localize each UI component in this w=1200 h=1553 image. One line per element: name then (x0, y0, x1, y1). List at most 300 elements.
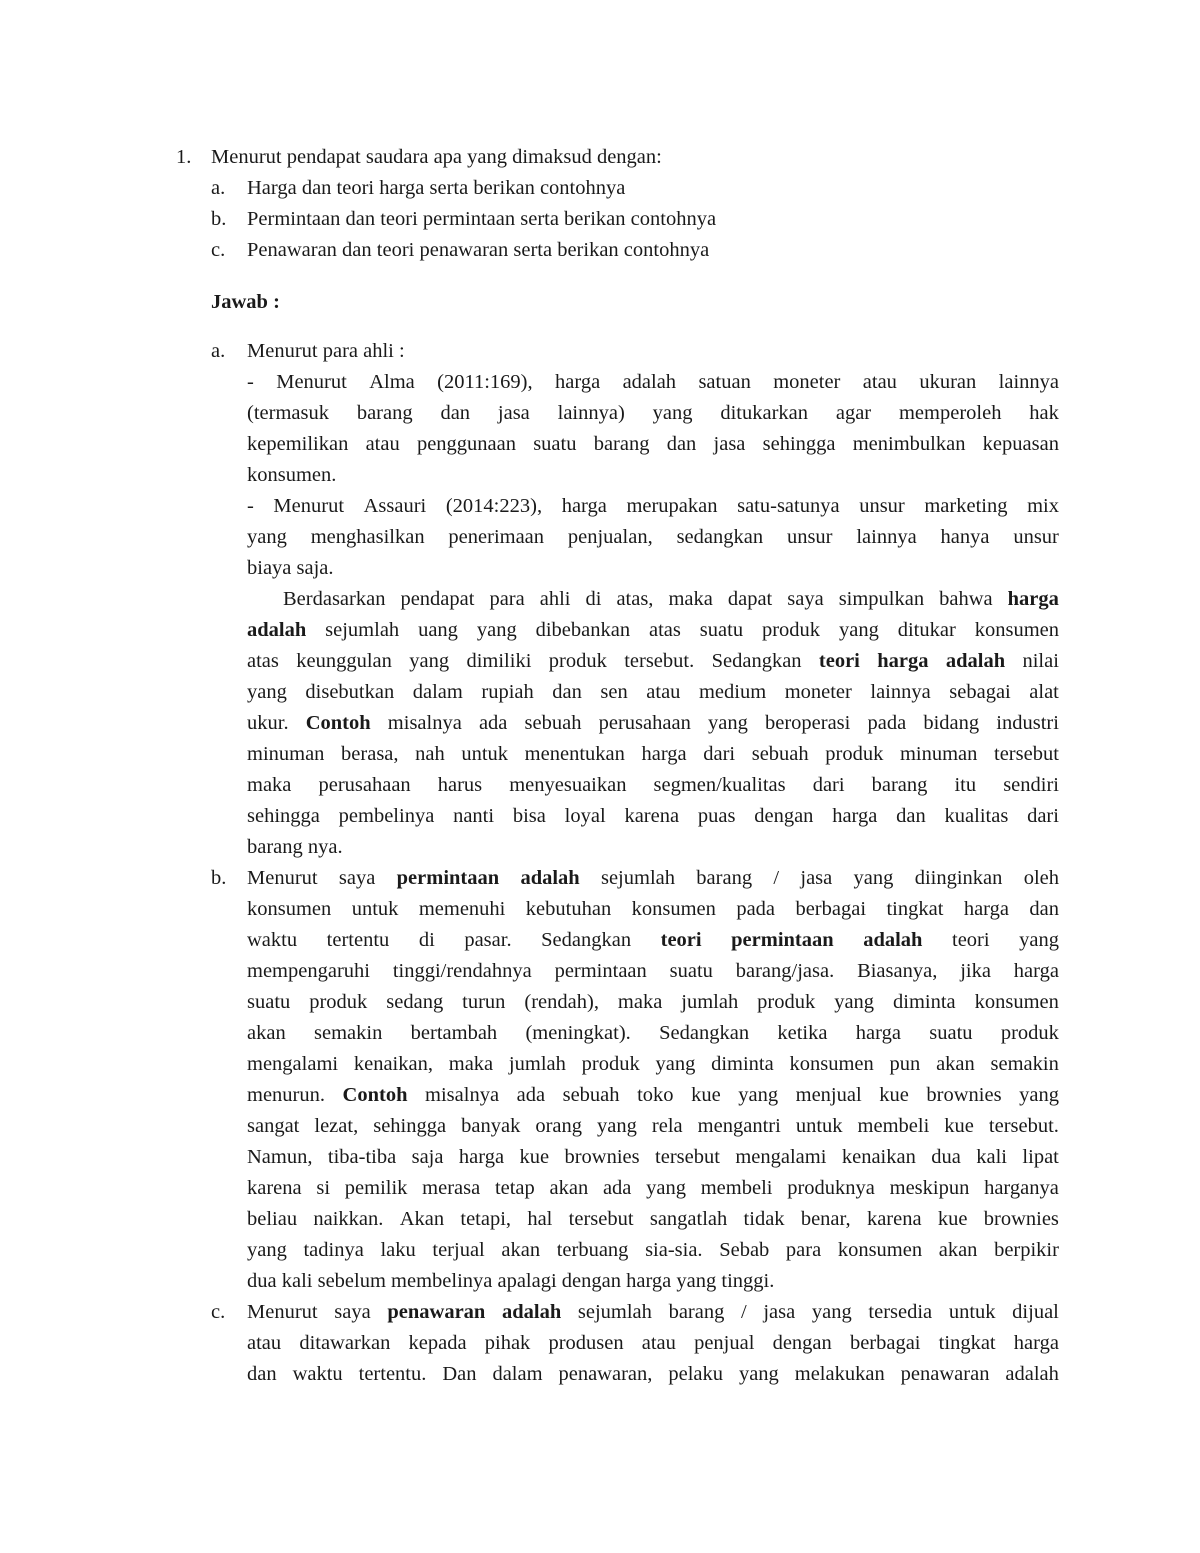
bold-word: permintaan (396, 867, 500, 889)
text-word: penggunaan (416, 433, 516, 455)
conclusion-line-2 (247, 615, 1059, 645)
text-word: pada (736, 898, 776, 920)
conclusion-line-3 (247, 646, 1059, 676)
text-word: barang (593, 433, 650, 455)
text-word: kenaikan (841, 1146, 916, 1168)
text-word: merupakan (626, 495, 718, 517)
text-word: suatu (669, 960, 713, 982)
conclusion-line-8 (247, 801, 1059, 831)
text-word: untuk (948, 1301, 996, 1323)
text-word: dari (703, 743, 736, 765)
bold-word: adalah (945, 650, 1006, 672)
text-word: dari (812, 774, 845, 796)
text-word: Menurut (247, 1301, 318, 1323)
text-word: kepuasan (982, 433, 1059, 455)
text-word: yang (247, 681, 287, 703)
text-word: tersebut. (988, 1115, 1059, 1137)
text-word: unsur (1013, 526, 1059, 548)
text-word: yang (707, 712, 748, 734)
text-word: hanya (940, 526, 990, 548)
answer-b-line-2 (247, 894, 1059, 924)
bold-word: permintaan (731, 929, 834, 951)
text-word: loyal (564, 805, 606, 827)
answer-b-line-12-words (247, 1204, 1059, 1234)
text-word: yang (738, 1363, 779, 1385)
text-word: produk (548, 650, 607, 672)
text-word: teori (952, 929, 990, 951)
text-word: (meningkat). (525, 1022, 631, 1044)
text-word: kue (879, 1084, 909, 1106)
text-word: - (247, 371, 254, 393)
text-word: barang (696, 867, 753, 889)
answer-c-line-2-words (247, 1328, 1059, 1358)
text-word: (2011:169), (437, 371, 533, 393)
text-word: produsen (548, 1332, 624, 1354)
answer-b-line-5-words (247, 987, 1059, 1017)
text-word: yang (652, 402, 693, 424)
answer-c-line-3-words (247, 1359, 1059, 1389)
question-item-c-text: Penawaran dan teori penawaran serta berikan contohnya (247, 239, 710, 261)
text-word: konsumen (789, 1053, 874, 1075)
text-word: jika (960, 960, 991, 982)
answer-a-label: a. (211, 340, 226, 362)
answer-b-line-10-words (247, 1142, 1059, 1172)
text-word: kepada (408, 1332, 467, 1354)
alma-line-4: konsumen. (247, 464, 337, 486)
text-word: kue (691, 1084, 721, 1106)
text-word: penerimaan (448, 526, 545, 548)
text-word: sendiri (1003, 774, 1059, 796)
text-word: mengalami (735, 1146, 827, 1168)
text-word: Alma (369, 371, 415, 393)
text-word: yang (1019, 929, 1059, 951)
text-word: akan (247, 1022, 286, 1044)
text-word: pemilik (344, 1177, 408, 1199)
text-word: tiba-tiba (327, 1146, 397, 1168)
alma-line-3-words (247, 429, 1059, 459)
text-word: sia-sia. (645, 1239, 703, 1261)
question-item-c-label: c. (211, 239, 226, 261)
alma-line-2 (247, 398, 1059, 428)
bold-word: adalah (247, 619, 307, 641)
text-word: konsumen (974, 991, 1059, 1013)
text-word: Akan (399, 1208, 445, 1230)
text-word: suatu (699, 619, 744, 641)
text-word: membeli (700, 1177, 773, 1199)
text-word: di (418, 929, 435, 951)
text-word: yang (409, 650, 450, 672)
text-word: yang (655, 1053, 696, 1075)
bold-word: teori (818, 650, 860, 672)
answer-b-line-3-words (247, 925, 1059, 955)
text-word: moneter (784, 681, 852, 703)
bold-word: Contoh (305, 712, 371, 734)
text-word: dan (247, 1363, 277, 1385)
text-word: karena (247, 1177, 302, 1199)
text-word: harga (963, 898, 1009, 920)
text-word: minuman (247, 743, 325, 765)
answer-b-line-1 (247, 863, 1059, 893)
assauri-line-2-words (247, 522, 1059, 552)
text-word: maka (448, 1053, 494, 1075)
text-word: rupiah (481, 681, 534, 703)
text-word: Namun, (247, 1146, 313, 1168)
text-word: segmen/kualitas (653, 774, 786, 796)
text-word: semakin (990, 1053, 1059, 1075)
conclusion-line-1 (283, 584, 1059, 614)
alma-line-2-words (247, 398, 1059, 428)
text-word: yang (738, 1084, 779, 1106)
text-word: yang (247, 1239, 287, 1261)
text-word: ditukarkan (720, 402, 809, 424)
text-word: kali (976, 1146, 1008, 1168)
text-word: keunggulan (296, 650, 392, 672)
text-word: sedang (386, 991, 444, 1013)
text-word: tetap (494, 1177, 535, 1199)
text-word: disebutkan (305, 681, 395, 703)
text-word: berasa, (341, 743, 399, 765)
conclusion-line-6-words (247, 739, 1059, 769)
assauri-line-1 (247, 491, 1059, 521)
question-text: Menurut pendapat saudara apa yang dimaksud dengan: (211, 146, 662, 168)
text-word: sebuah (751, 743, 809, 765)
text-word: atau (646, 681, 681, 703)
answer-b-line-9 (247, 1111, 1059, 1141)
text-word: atau (365, 433, 400, 455)
text-word: tertentu. (358, 1363, 427, 1385)
text-word: kenaikan, (353, 1053, 433, 1075)
text-word: konsumen (247, 898, 332, 920)
text-word: produk (825, 743, 884, 765)
text-word: - (247, 495, 254, 517)
answer-b-line-9-words (247, 1111, 1059, 1141)
text-word: lipat (1022, 1146, 1059, 1168)
text-word: sejumlah (325, 619, 400, 641)
text-word: ukuran (919, 371, 977, 393)
text-word: tetapi, (460, 1208, 512, 1230)
text-word: yang (838, 619, 879, 641)
text-word: tersebut. (624, 650, 695, 672)
text-word: jasa (763, 1301, 796, 1323)
conclusion-line-7-words (247, 770, 1059, 800)
text-word: atau (247, 1332, 282, 1354)
conclusion-line-8-words (247, 801, 1059, 831)
answer-c-line-3 (247, 1359, 1059, 1389)
question-item-a-text: Harga dan teori harga serta berikan contohnya (247, 177, 626, 199)
text-word: (rendah), (524, 991, 599, 1013)
conclusion-line-6 (247, 739, 1059, 769)
text-word: terjual (432, 1239, 485, 1261)
text-word: banyak (461, 1115, 521, 1137)
text-word: di (585, 588, 602, 610)
text-word: karena (866, 1208, 922, 1230)
text-word: (2014:223), (445, 495, 543, 517)
text-word: atas (247, 650, 279, 672)
text-word: sehingga (373, 1115, 447, 1137)
text-word: atas (649, 619, 681, 641)
text-word: (termasuk (247, 402, 329, 424)
text-word: barang (668, 1301, 725, 1323)
text-word: nanti (453, 805, 495, 827)
answer-b-line-8-words (247, 1080, 1059, 1110)
text-word: sangatlah (649, 1208, 728, 1230)
text-word: satuan (698, 371, 751, 393)
text-word: menjual (795, 1084, 862, 1106)
answer-b-line-7-words (247, 1049, 1059, 1079)
text-word: dapat (727, 588, 773, 610)
bold-word: harga (1007, 588, 1059, 610)
text-word: lainnya (998, 371, 1059, 393)
text-word: yang (834, 991, 875, 1013)
conclusion-line-2-words (247, 615, 1059, 645)
text-word: dengan (754, 805, 814, 827)
bold-word: teori (660, 929, 702, 951)
text-word: perusahaan (598, 712, 691, 734)
text-word: konsumen (631, 898, 716, 920)
text-word: brownies (926, 1084, 1002, 1106)
text-word: harganya (984, 1177, 1059, 1199)
text-word: minuman (899, 743, 978, 765)
text-word: akan (501, 1239, 541, 1261)
text-word: yang (597, 1115, 637, 1137)
text-word: yang (476, 619, 517, 641)
text-word: harga (1013, 1332, 1059, 1354)
text-word: satu-satunya (737, 495, 840, 517)
text-word: sejumlah (600, 867, 675, 889)
text-word: Menurut (247, 867, 318, 889)
text-word: dan (896, 805, 926, 827)
text-word: waktu (292, 1363, 343, 1385)
text-word: produk (309, 991, 368, 1013)
text-word: oleh (1023, 867, 1059, 889)
text-word: laku (380, 1239, 416, 1261)
text-word: dari (1027, 805, 1059, 827)
text-word: ukur. (247, 712, 289, 734)
answer-c-line-2 (247, 1328, 1059, 1358)
text-word: pembelinya (338, 805, 435, 827)
text-word: produk (761, 619, 821, 641)
text-word: tingkat (938, 1332, 996, 1354)
text-word: agar (835, 402, 872, 424)
text-word: itu (954, 774, 977, 796)
text-word: orang (535, 1115, 583, 1137)
answer-b-line-7 (247, 1049, 1059, 1079)
answer-b-line-10 (247, 1142, 1059, 1172)
text-word: dalam (412, 681, 463, 703)
text-word: terbuang (556, 1239, 629, 1261)
answer-c-label: c. (211, 1301, 226, 1323)
text-word: memenuhi (418, 898, 506, 920)
conclusion-line-4 (247, 677, 1059, 707)
text-word: tingkat (886, 898, 944, 920)
text-word: barang (871, 774, 928, 796)
text-word: meskipun (889, 1177, 970, 1199)
text-word: pun (889, 1053, 921, 1075)
text-word: harga (458, 1146, 505, 1168)
text-word: sebuah (524, 712, 582, 734)
answer-b-line-14: dua kali sebelum membelinya apalagi dengan harga yang tinggi. (247, 1270, 775, 1292)
assauri-line-1-words (247, 491, 1059, 521)
text-word: ada (516, 1084, 546, 1106)
question-item-b-label: b. (211, 208, 227, 230)
text-word: diinginkan (914, 867, 1003, 889)
text-word: maka (247, 774, 292, 796)
text-word: si (316, 1177, 331, 1199)
text-word: dan (552, 681, 582, 703)
answer-b-line-12 (247, 1204, 1059, 1234)
text-word: mix (1027, 495, 1059, 517)
text-word: jasa (713, 433, 746, 455)
text-word: yang (646, 1177, 686, 1199)
text-word: barang/jasa. (735, 960, 835, 982)
answer-b-line-3 (247, 925, 1059, 955)
text-word: Dan (442, 1363, 477, 1385)
text-word: tertentu (326, 929, 390, 951)
text-word: permintaan (554, 960, 647, 982)
text-word: sen (600, 681, 628, 703)
text-word: sehingga (762, 433, 836, 455)
text-word: dan (666, 433, 697, 455)
text-word: perusahaan (318, 774, 411, 796)
text-word: hak (1029, 402, 1059, 424)
text-word: untuk (351, 898, 399, 920)
bold-word: penawaran (387, 1301, 486, 1323)
text-word: kualitas (944, 805, 1009, 827)
text-word: produk (757, 991, 816, 1013)
text-word: ada (478, 712, 508, 734)
text-word: beliau (247, 1208, 298, 1230)
conclusion-line-5-words (247, 708, 1059, 738)
assauri-line-3: biaya saja. (247, 557, 334, 579)
text-word: sehingga (247, 805, 320, 827)
answer-b-line-4-words (247, 956, 1059, 986)
text-word: unsur (859, 495, 905, 517)
answer-b-line-4 (247, 956, 1059, 986)
text-word: produk (1000, 1022, 1059, 1044)
text-word: lainnya (870, 681, 931, 703)
answer-b-label: b. (211, 867, 227, 889)
text-word: mengantri (697, 1115, 781, 1137)
bold-word: Contoh (342, 1084, 408, 1106)
text-word: menyesuaikan (509, 774, 627, 796)
text-word: produknya (787, 1177, 875, 1199)
answer-b-line-2-words (247, 894, 1059, 924)
text-word: simpulkan (838, 588, 925, 610)
text-word: akan (936, 1053, 975, 1075)
answer-b-line-11 (247, 1173, 1059, 1203)
text-word: suatu (929, 1022, 973, 1044)
text-word: barang (356, 402, 413, 424)
text-word: nilai (1022, 650, 1059, 672)
text-word: pendapat (400, 588, 475, 610)
text-word: konsumen (974, 619, 1059, 641)
text-word: brownies (564, 1146, 640, 1168)
question-number: 1. (176, 146, 192, 168)
text-word: mempengaruhi (247, 960, 370, 982)
text-word: dan (1029, 898, 1059, 920)
text-word: kue (944, 1115, 974, 1137)
text-word: semakin (314, 1022, 383, 1044)
text-word: sebuah (562, 1084, 620, 1106)
text-word: dibebankan (535, 619, 631, 641)
conclusion-line-4-words (247, 677, 1059, 707)
text-word: tersebut (568, 1208, 634, 1230)
answer-b-line-13-words (247, 1235, 1059, 1265)
text-word: suatu (533, 433, 577, 455)
text-word: brownies (983, 1208, 1059, 1230)
text-word: puas (697, 805, 736, 827)
text-word: bertambah (410, 1022, 498, 1044)
text-word: sebagai (949, 681, 1011, 703)
text-word: dimiliki (466, 650, 532, 672)
text-word: saya (338, 867, 376, 889)
text-word: misalnya (387, 712, 462, 734)
text-word: harga (1013, 960, 1059, 982)
text-word: jumlah (681, 991, 739, 1013)
text-word: mengalami (247, 1053, 339, 1075)
text-word: adalah (622, 371, 677, 393)
text-word: yang (853, 867, 894, 889)
text-word: penawaran (900, 1363, 990, 1385)
text-word: kue (937, 1208, 968, 1230)
text-word: pada (867, 712, 907, 734)
text-word: yang (811, 1301, 852, 1323)
text-word: lainnya) (557, 402, 625, 424)
text-word: alat (1029, 681, 1059, 703)
text-word: konsumen (837, 1239, 923, 1261)
text-word: dijual (1012, 1301, 1059, 1323)
text-word: bisa (512, 805, 546, 827)
text-word: rela (651, 1115, 683, 1137)
text-word: menurun. (247, 1084, 325, 1106)
text-word: dengan (772, 1332, 832, 1354)
text-word: penawaran, (558, 1363, 653, 1385)
answer-b-line-11-words (247, 1173, 1059, 1203)
text-word: merasa (422, 1177, 481, 1199)
text-word: jumlah (508, 1053, 566, 1075)
text-word: penjual (694, 1332, 755, 1354)
conclusion-line-1-words (283, 584, 1059, 614)
text-word: maka (617, 991, 663, 1013)
text-word: kebutuhan (525, 898, 612, 920)
text-word: pasar. (464, 929, 512, 951)
text-word: pihak (484, 1332, 531, 1354)
text-word: moneter (773, 371, 841, 393)
text-word: harga (855, 1022, 901, 1044)
text-word: karena (624, 805, 680, 827)
text-word: adalah (1005, 1363, 1059, 1385)
text-word: sejumlah (577, 1301, 652, 1323)
text-word: industri (996, 712, 1059, 734)
conclusion-line-5 (247, 708, 1059, 738)
answer-a-intro: Menurut para ahli : (247, 340, 405, 362)
text-word: harga (561, 495, 607, 517)
text-word: lainnya (856, 526, 917, 548)
text-word: jasa (800, 867, 833, 889)
text-word: tersedia (868, 1301, 933, 1323)
conclusion-line-7 (247, 770, 1059, 800)
text-word: Sedangkan (711, 650, 802, 672)
text-word: menghasilkan (310, 526, 425, 548)
text-word: menimbulkan (852, 433, 966, 455)
text-word: medium (698, 681, 767, 703)
alma-line-1 (247, 367, 1059, 397)
text-word: ahli (539, 588, 571, 610)
text-word: harga (641, 743, 687, 765)
text-word: berpikir (994, 1239, 1059, 1261)
text-word: jasa (497, 402, 530, 424)
text-word: Sedangkan (659, 1022, 750, 1044)
